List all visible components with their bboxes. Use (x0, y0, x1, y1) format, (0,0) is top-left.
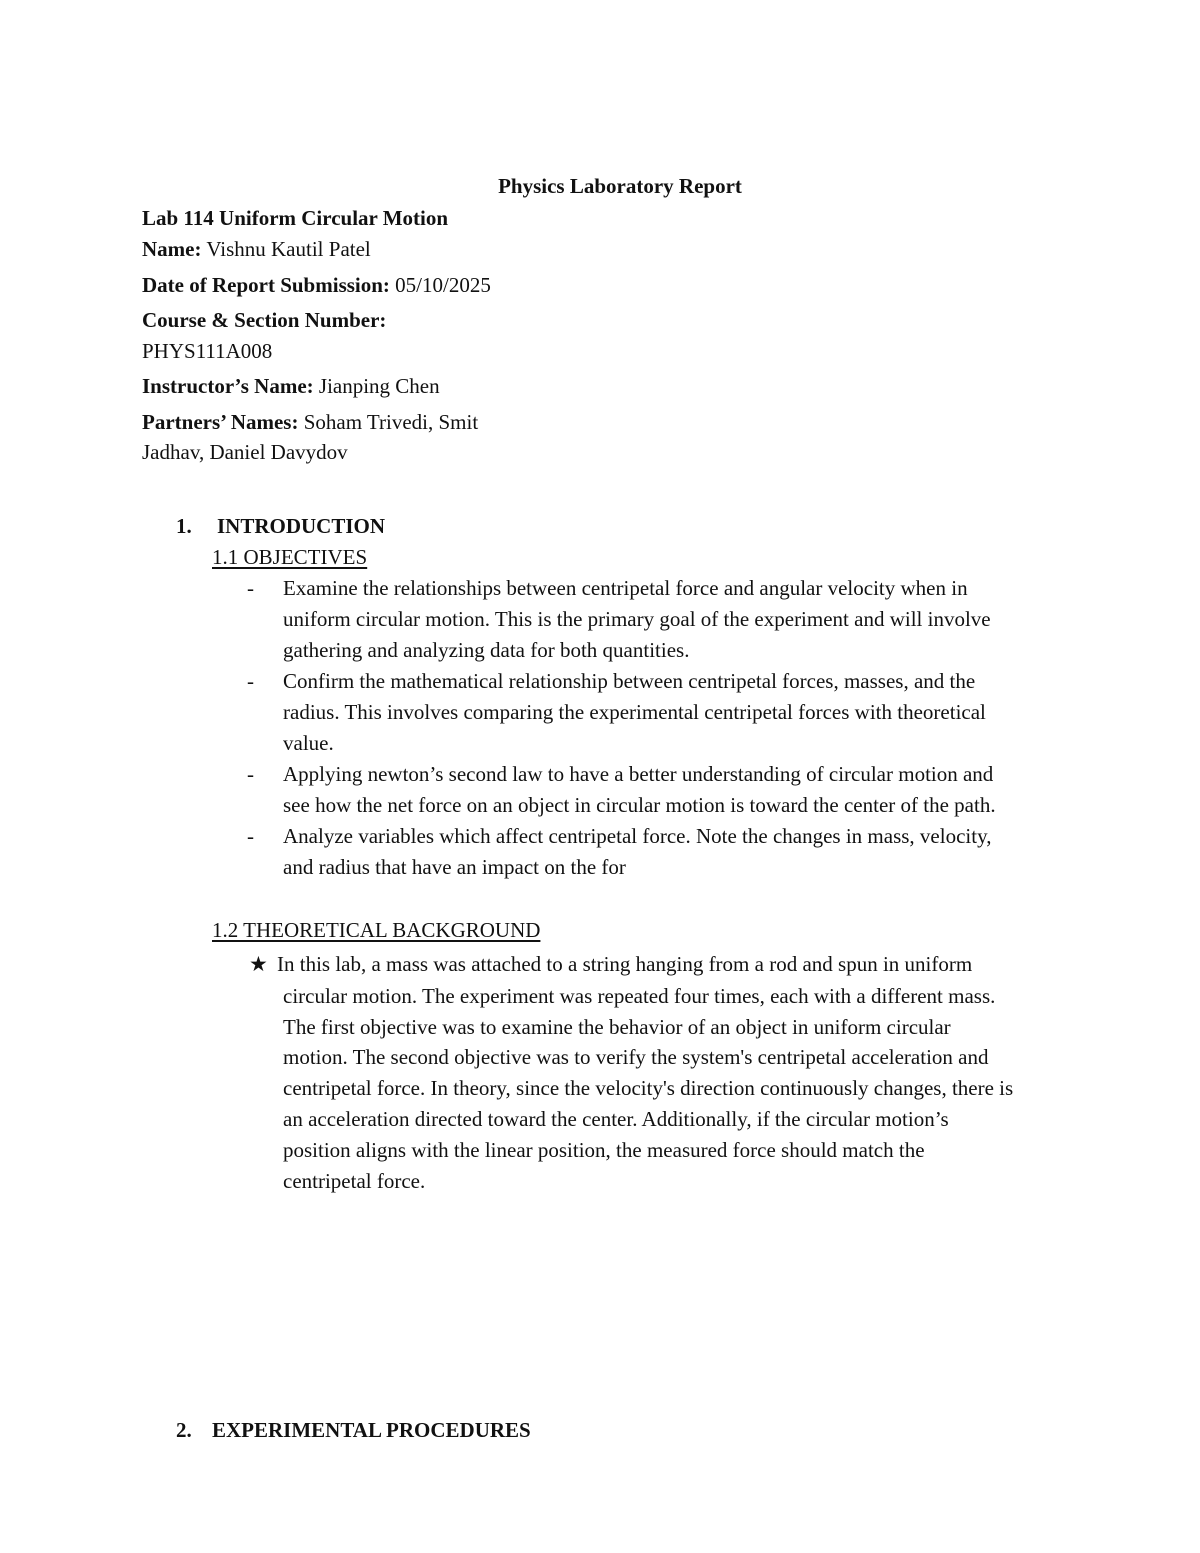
section2-number: 2. (176, 1418, 192, 1442)
background-line-1: In this lab, a mass was attached to a string hanging from a rod and spun in uniform (277, 952, 973, 976)
background-line-4: motion. The second objective was to verify the system's centripetal acceleration and (283, 1045, 989, 1069)
objective-2-line-3: value. (283, 731, 334, 755)
objective-1-line-2: uniform circular motion. This is the primary goal of the experiment and will involve (283, 607, 991, 631)
background-line-7: position aligns with the linear position, the measured force should match the (283, 1138, 925, 1162)
objective-2-line-1: Confirm the mathematical relationship between centripetal forces, masses, and the (283, 669, 976, 693)
bullet-dash-icon: - (247, 669, 254, 693)
name-value: Vishnu Kautil Patel (206, 237, 371, 261)
background-line-3: The first objective was to examine the behavior of an object in uniform circular (283, 1015, 951, 1039)
partners-label: Partners’ Names: (142, 410, 299, 434)
lab-title: Lab 114 Uniform Circular Motion (142, 206, 449, 230)
bullet-dash-icon: - (247, 824, 254, 848)
name-line (142, 237, 371, 262)
section2-heading: EXPERIMENTAL PROCEDURES (212, 1418, 531, 1442)
background-line-8: centripetal force. (283, 1169, 426, 1193)
date-label: Date of Report Submission: (142, 273, 390, 297)
report-title: Physics Laboratory Report (498, 174, 742, 198)
objective-4-line-2: and radius that have an impact on the for (283, 855, 626, 879)
partners-value-line1: Soham Trivedi, Smit (303, 410, 479, 434)
instructor-line (142, 374, 440, 399)
instructor-label: Instructor’s Name: (142, 374, 314, 398)
course-label: Course & Section Number: (142, 308, 387, 332)
background-heading: 1.2 THEORETICAL BACKGROUND (212, 918, 541, 942)
section1-heading: INTRODUCTION (217, 514, 386, 538)
bullet-dash-icon: - (247, 762, 254, 786)
star-bullet-icon: ★ (249, 952, 268, 976)
objective-4-line-1: Analyze variables which affect centripetal force. Note the changes in mass, velocity, (283, 824, 992, 848)
partners-value-line2: Jadhav, Daniel Davydov (142, 440, 348, 464)
background-line-2: circular motion. The experiment was repeated four times, each with a different mass. (283, 984, 996, 1008)
name-label: Name: (142, 237, 202, 261)
section1-number: 1. (176, 514, 192, 538)
instructor-value: Jianping Chen (318, 374, 440, 398)
objective-1-line-3: gathering and analyzing data for both quantities. (283, 638, 690, 662)
date-line (142, 273, 491, 298)
bullet-dash-icon: - (247, 576, 254, 600)
background-line-5: centripetal force. In theory, since the velocity's direction continuously changes, there is (283, 1076, 1014, 1100)
objective-3-line-2: see how the net force on an object in circular motion is toward the center of the path. (283, 793, 996, 817)
objective-3-line-1: Applying newton’s second law to have a better understanding of circular motion and (283, 762, 994, 786)
partners-line (142, 410, 478, 435)
objective-1-line-1: Examine the relationships between centripetal force and angular velocity when in (283, 576, 968, 600)
date-value: 05/10/2025 (395, 273, 491, 297)
background-line-6: an acceleration directed toward the center. Additionally, if the circular motion’s (283, 1107, 949, 1131)
objectives-heading: 1.1 OBJECTIVES (212, 545, 368, 569)
course-value: PHYS111A008 (142, 339, 273, 363)
objective-2-line-2: radius. This involves comparing the experimental centripetal forces with theoretical (283, 700, 986, 724)
